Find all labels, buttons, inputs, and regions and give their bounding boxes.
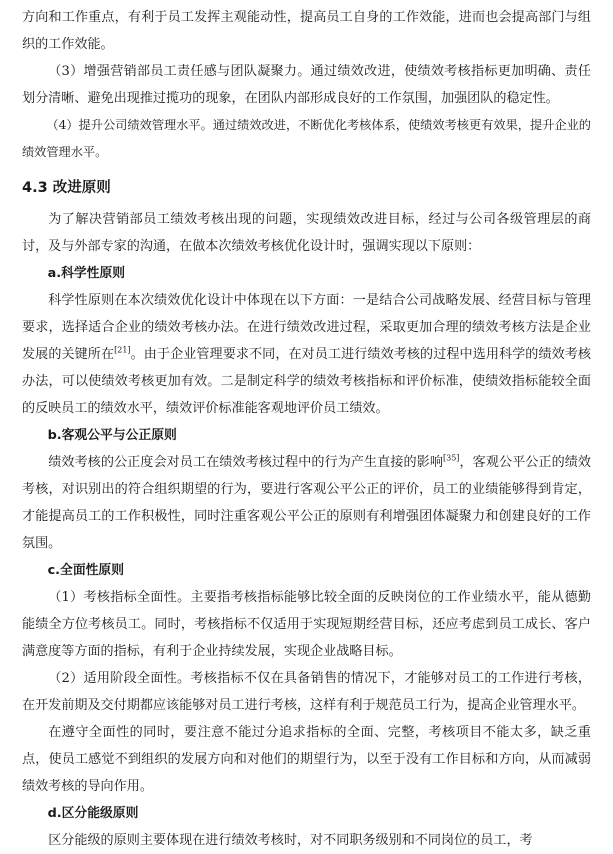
paragraph-comprehensive-1: （1）考核指标全面性。主要指考核指标能够比较全面的反映岗位的工作业绩水平，能从德勤能绩全方位考核员工。同时，考核指标不仅适用于实现短期经营目标，还应考虑到员工成长、客户满意度等方面的指标，有利于企业持续发展，实现企业战略目标。 <box>22 590 591 659</box>
paragraph-intro-continuation: 方向和工作重点，有利于员工发挥主观能动性，提高员工自身的工作效能，进而也会提高部门与组织的工作效能。 <box>22 10 591 52</box>
section-heading: 4.3 改进原则 <box>22 180 111 196</box>
paragraph-point-3: （3）增强营销部员工责任感与团队凝聚力。通过绩效改进，使绩效考核指标更加明确、责任划分清晰、避免出现推过揽功的现象，在团队内部形成良好的工作氛围，加强团队的稳定性。 <box>22 64 591 106</box>
subheading-scientific: a.科学性原则 <box>47 266 126 281</box>
paragraph-comprehensive-2: （2）适用阶段全面性。考核指标不仅在具备销售的情况下，才能够对员工的工作进行考核，在开发前期及交付期都应该能够对员工进行考核，这样有利于规范员工行为，提高企业管理水平。 <box>22 671 591 713</box>
citation-ref-21: [21] <box>114 345 131 355</box>
citation-ref-35: [35] <box>442 453 460 463</box>
subheading-levels: d.区分能级原则 <box>47 806 139 821</box>
paragraph-principles-intro: 为了解决营销部员工绩效考核出现的问题，实现绩效改进目标，经过与公司各级管理层的商讨，及与外部专家的沟通，在做本次绩效考核优化设计时，强调实现以下原则： <box>22 212 591 254</box>
paragraph-fairness <box>22 449 591 557</box>
paragraph-scientific <box>22 287 591 422</box>
paragraph-fairness-part2: ，客观公平公正的绩效考核，对识别出的符合组织期望的行为，要进行客观公平公正的评价，员工的业绩能够得到肯定，才能提高员工的工作积极性，同时注重客观公平公正的原则有利增强团体凝聚力和创建良好的工作氛围。 <box>22 455 592 551</box>
paragraph-scientific-part1: 科学性原则在本次绩效优化设计中体现在以下方面：一是结合公司战略发展、经营目标与管理要求，选择适合企业的绩效考核办法。在进行绩效改进过程，采取更加合理的绩效考核方法是企业发展的关键所在 <box>22 293 591 362</box>
subheading-fairness: b.客观公平与公正原则 <box>47 428 177 443</box>
paragraph-scientific-part2: 。由于企业管理要求不同，在对员工进行绩效考核的过程中选用科学的绩效考核办法，可以使绩效考核更加有效。二是制定科学的绩效考核指标和评价标准，使绩效指标能较全面的反映员工的绩效水平，绩效评价标准能客观地评价员工绩效。 <box>22 347 592 416</box>
paragraph-levels: 区分能级的原则主要体现在进行绩效考核时，对不同职务级别和不同岗位的员工，考 <box>48 833 533 848</box>
paragraph-point-4: （4）提升公司绩效管理水平。通过绩效改进，不断优化考核体系，使绩效考核更有效果，提升企业的绩效管理水平。 <box>22 118 591 159</box>
paragraph-comprehensive-note: 在遵守全面性的同时，要注意不能过分追求指标的全面、完整，考核项目不能太多，缺乏重点，使员工感觉不到组织的发展方向和对他们的期望行为，以至于没有工作目标和方向，从而减弱绩效考核的导向作用。 <box>22 725 591 794</box>
paragraph-fairness-part1: 绩效考核的公正度会对员工在绩效考核过程中的行为产生直接的影响 <box>48 455 443 470</box>
subheading-comprehensive: c.全面性原则 <box>47 563 125 578</box>
